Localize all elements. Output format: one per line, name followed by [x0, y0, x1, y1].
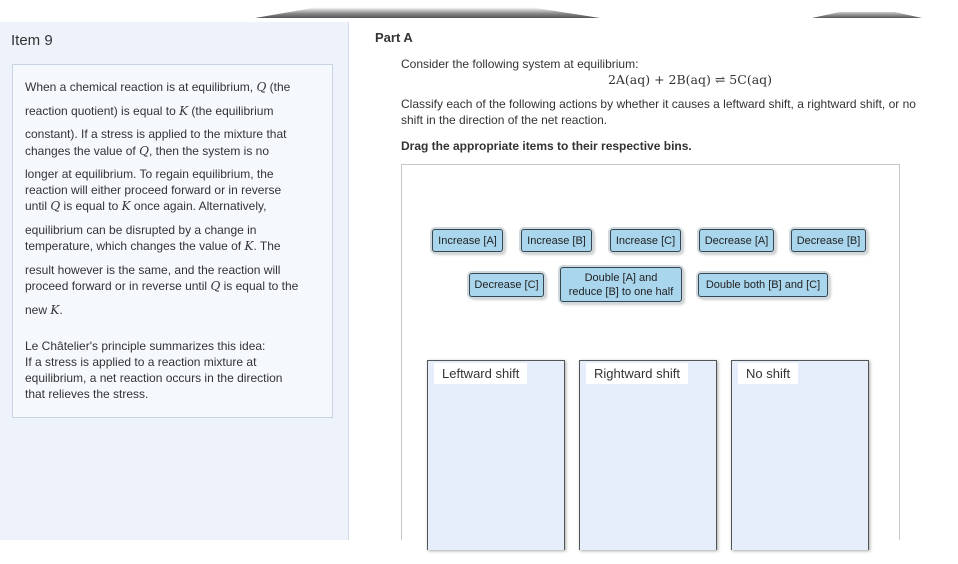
info-line: proceed forward or in reverse until Q is equal to the	[25, 279, 299, 293]
info-line: When a chemical reaction is at equilibrium, Q (the	[25, 80, 291, 94]
info-line: changes the value of Q, then the system is no	[25, 144, 269, 158]
bin-label: Leftward shift	[434, 363, 527, 384]
info-line: until Q is equal to K once again. Alternatively,	[25, 199, 267, 213]
chip-increase-a[interactable]: Increase [A]	[432, 229, 503, 252]
info-line: new K.	[25, 303, 63, 317]
chip-double-b-and-c[interactable]: Double both [B] and [C]	[698, 273, 828, 297]
bin-drop-zone[interactable]	[580, 385, 716, 550]
info-line: reaction will either proceed forward or in reverse	[25, 183, 282, 197]
chip-increase-b[interactable]: Increase [B]	[521, 229, 592, 252]
bin-rightward-shift[interactable]	[579, 360, 717, 550]
bin-drop-zone[interactable]	[428, 385, 564, 550]
chip-decrease-b[interactable]: Decrease [B]	[791, 229, 866, 252]
chip-double-a-reduce-b-line1: Double [A] and	[584, 271, 658, 284]
bin-label: No shift	[738, 363, 798, 384]
bin-leftward-shift[interactable]	[427, 360, 565, 550]
bin-drop-zone[interactable]	[732, 385, 868, 550]
classify-text-2: shift in the direction of the net reaction.	[401, 113, 608, 127]
bin-label: Rightward shift	[586, 363, 688, 384]
classify-text: Classify each of the following actions by whether it causes a leftward shift, a rightward shift, or no	[401, 97, 916, 111]
info-line: reaction quotient) is equal to K (the equilibrium	[25, 104, 274, 118]
chip-double-a-reduce-b-line2: reduce [B] to one half	[568, 285, 674, 298]
info-line: equilibrium can be disrupted by a change in	[25, 223, 257, 237]
intro-text: Consider the following system at equilibrium:	[401, 57, 639, 71]
info-line: that relieves the stress.	[25, 387, 149, 401]
bin-no-shift[interactable]	[731, 360, 869, 550]
info-line: temperature, which changes the value of K. The	[25, 239, 281, 253]
info-box	[12, 64, 333, 418]
info-line: constant). If a stress is applied to the mixture that	[25, 127, 287, 141]
part-title: Part A	[375, 30, 413, 45]
top-decoration	[255, 0, 600, 18]
info-line: equilibrium, a net reaction occurs in the direction	[25, 371, 283, 385]
chip-increase-c[interactable]: Increase [C]	[610, 229, 681, 252]
equation: 2A(aq) + 2B(aq) ⇌ 5C(aq)	[607, 72, 773, 87]
info-line: result however is the same, and the reaction will	[25, 263, 281, 277]
chip-decrease-c[interactable]: Decrease [C]	[469, 273, 544, 297]
instruction-text: Drag the appropriate items to their respective bins.	[401, 139, 692, 153]
left-panel	[0, 22, 349, 540]
chip-double-a-reduce-b[interactable]	[560, 267, 682, 302]
item-title: Item 9	[11, 32, 53, 49]
info-line: If a stress is applied to a reaction mixture at	[25, 355, 257, 369]
info-line: longer at equilibrium. To regain equilibrium, the	[25, 167, 274, 181]
chip-decrease-a[interactable]: Decrease [A]	[699, 229, 774, 252]
top-decoration-right	[812, 12, 922, 18]
info-line: Le Châtelier's principle summarizes this idea:	[25, 339, 266, 353]
